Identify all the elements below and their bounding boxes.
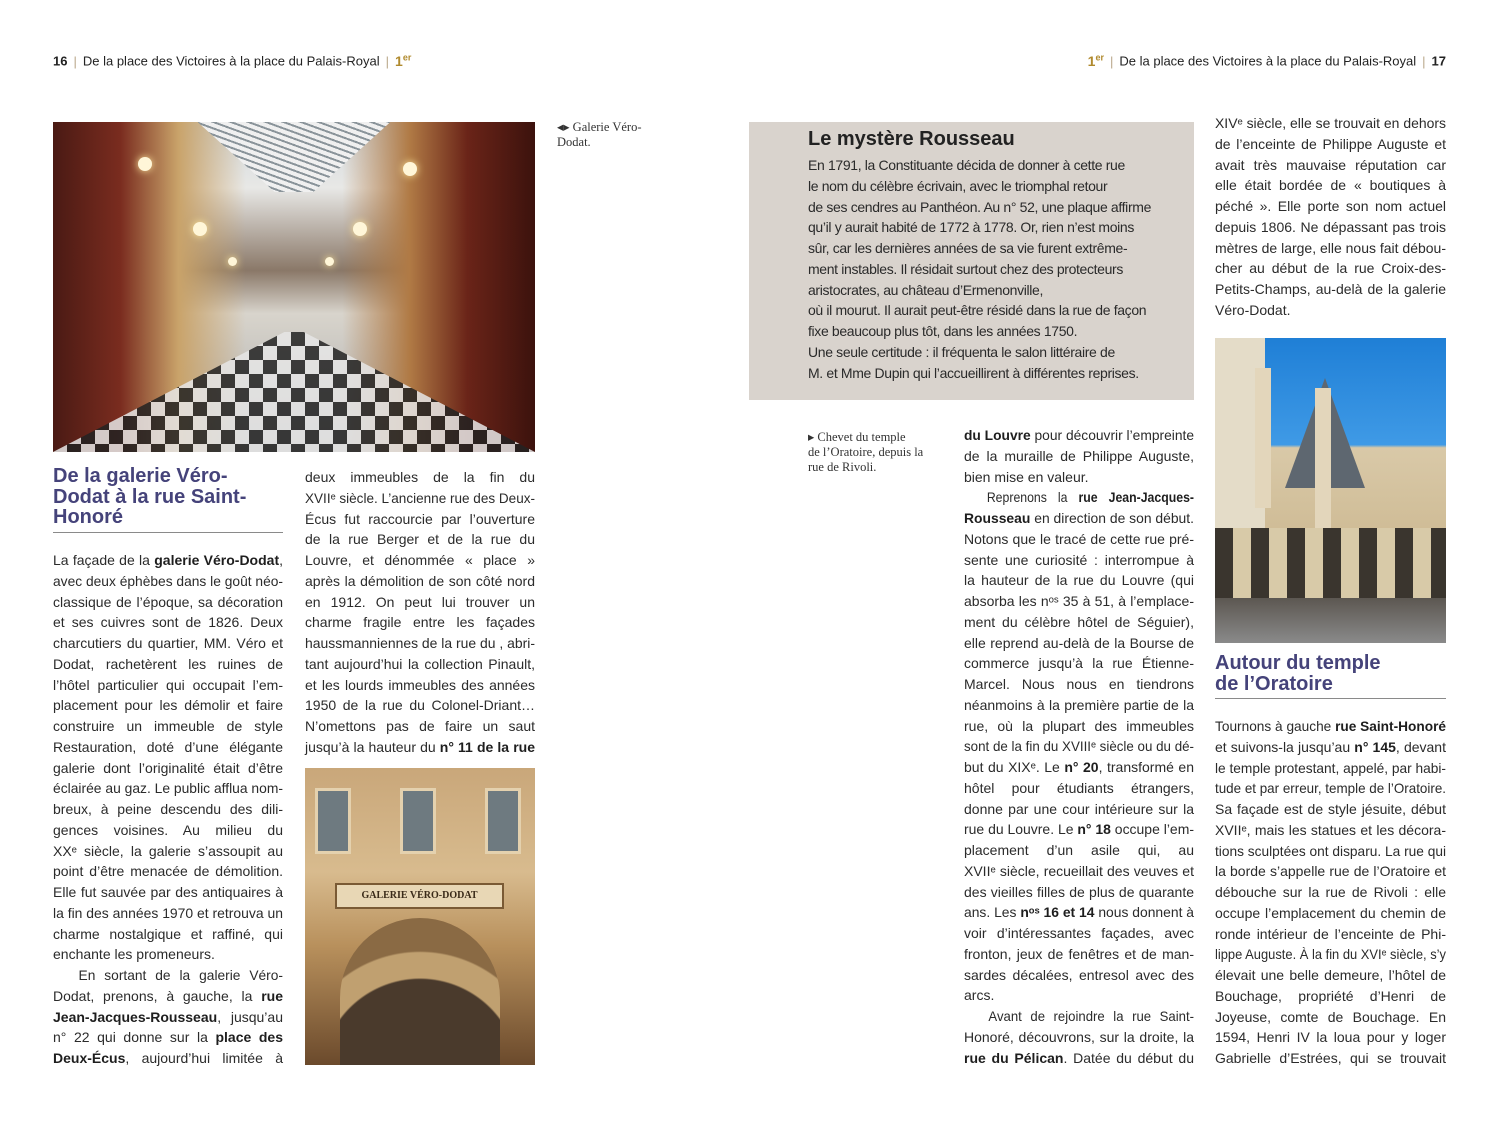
text: commerce jusqu’à la rue Étienne- [964,655,1194,672]
text: elle était bordée de « boutiques à [1215,177,1446,194]
text: bien mise en valeur. [964,468,1089,485]
text-line [53,944,283,965]
text-line [53,654,283,675]
text-line [1215,903,1446,924]
arrondissement-label [1088,53,1104,69]
text: Honoré, découvrons, sur la droite, la [964,1028,1194,1045]
text-line [964,674,1194,695]
arrondissement-sup: er [402,52,412,62]
text: En sortant de la galerie Véro- [78,967,284,983]
text-line [1215,924,1446,945]
text: cher au début de la rue Croix-des- [1215,260,1446,277]
sidebar-line: En 1791, la Constituante décida de donner à cette rue [808,157,1125,173]
text-line [964,612,1194,633]
sidebar-line: qu’il y aurait habité de 1772 à 1778. Or, rien n’est moins [808,219,1135,236]
sidebar-text [808,155,1151,383]
text-line [305,716,535,737]
text: la hauteur de la rue du Louvre (qui [964,572,1194,589]
text: charme nostalgique et raffiné, qui [53,925,283,942]
heading-line: De la galerie Véro- [53,465,228,487]
sidebar-line: le nom du célèbre écrivain, avec le triomphal retour [808,177,1108,194]
text-line [53,571,283,592]
text: construire un immeuble de style [53,718,283,734]
text: Sa façade est de style jésuite, début [1215,801,1446,817]
text: Véro-Dodat. [1215,301,1291,318]
text: péché ». Elle porte son nom actuel [1215,198,1446,214]
bold-text: n° 145 [1354,738,1396,755]
text: sardes décalées, entresol avec des [964,966,1194,983]
text-line [305,467,535,488]
text: absorba les nᵒˢ 35 à 51, à l’emplace- [964,593,1194,609]
text-line [1215,841,1446,862]
text-line [1215,820,1446,841]
text-line [305,592,535,613]
text-line [964,882,1194,903]
separator: | [385,53,390,69]
text-line [964,778,1194,799]
arrondissement-sup: er [1095,52,1104,62]
text-line [1215,799,1446,820]
text: le temple protestant, appelé, par habi- [1215,759,1446,776]
text: avec deux éphèbes dans le goût néo- [53,572,283,589]
text: tant aujourd’hui la collection Pinault, [305,655,535,672]
text: , aujourd’hui limitée à [125,1050,283,1066]
text: en 1912. On peut lui trouver un [305,593,535,610]
sidebar-line: ment instables. Il résidait surtout chez des protecteurs [808,260,1124,277]
text: tude et par erreur, temple de l’Oratoire. [1215,780,1446,797]
text-line [964,944,1194,965]
text-line [53,841,283,862]
text-line [964,965,1194,986]
text-line [964,861,1194,882]
text: Joyeuse, comte de Bouchage. En [1215,1008,1446,1025]
arrondissement-number: 1 [1087,52,1096,69]
text: , [279,552,283,568]
text-line [53,612,283,633]
text: lippe Auguste. À la fin du XVIᵉ siècle, s’y [1215,946,1446,963]
text-column-4-bottom [1215,716,1446,1069]
text-line [964,487,1194,508]
text: Dodat, prenons, à gauche, la [53,987,262,1004]
text-line [305,633,535,654]
text: occupe l’emplacement du chemin de [1215,904,1446,921]
text-line [1215,300,1446,321]
text: des vieilles filles de plus de quarante [964,883,1194,900]
text-line [53,1048,283,1069]
text: ronde intérieur de l’enceinte de Phi- [1215,925,1446,942]
text-line [53,695,283,716]
text-column-3 [964,425,1194,1068]
text-line [53,550,283,571]
text-line [964,653,1194,674]
text: rue, où la plupart des immeubles [964,717,1194,734]
text: néanmoins à la première partie de la [964,696,1194,713]
text: XIVᵉ siècle, elle se trouvait en dehors [1215,115,1446,131]
text-line [964,508,1194,529]
text: ment du célèbre hôtel de Séguier), [964,613,1194,630]
text: charme fragile entre les façades [305,614,535,631]
heading-line: de l’Oratoire [1215,672,1333,695]
text: et suivons-la jusqu’au [1215,738,1355,755]
chapter-title: De la place des Victoires à la place du Palais-Royal [82,53,380,69]
text-line [964,736,1194,757]
text-line [964,840,1194,861]
text: Gabrielle d’Estrées, qui se trouvait [1215,1050,1446,1066]
text: Bouchage, propriété d’Henri de [1215,987,1446,1004]
text: sont de la fin du XVIIIᵉ siècle ou du dé- [964,738,1194,755]
text: placement pour les démolir et faire [53,697,283,714]
text-line [305,509,535,530]
text-line [964,695,1194,716]
text-line [53,882,283,903]
text: voir d’intéressantes façades, avec [964,925,1194,941]
text-line [1215,1027,1446,1048]
text-line [1215,175,1446,196]
bold-text: n° 20 [1064,759,1099,775]
bold-text: rue Saint-Honoré [1335,718,1446,734]
text: Marcel. Nous nous en tiendrons [964,676,1194,692]
text: 1594, Henri IV la loua pour y loger [1215,1029,1446,1046]
text: ans. Les [964,904,1021,921]
section-heading-galerie [53,466,283,533]
bold-text: du Louvre [964,427,1031,443]
arcades [1215,528,1446,598]
text-line [964,902,1194,923]
text-line [1215,758,1446,779]
bold-text: n° 11 de la rue [439,738,535,755]
text: hôtel pour étudiants étrangers, [964,779,1194,796]
bold-text: Deux-Écus [53,1050,126,1066]
text-line [964,467,1194,488]
text: galerie dont l’originalité était d’être [53,759,283,776]
text: La façade de la [53,552,155,568]
text-line [305,571,535,592]
text-line [964,1048,1194,1069]
text: depuis 1806. Ne dépassant pas trois [1215,218,1446,235]
text-line [1215,258,1446,279]
text: , jusqu’au [217,1008,283,1025]
window [400,788,436,854]
text: Écus fut raccourcie par l’ouverture [305,510,535,527]
text-line [305,695,535,716]
bold-text: Jean-Jacques-Rousseau [53,1008,218,1025]
text: Elle fut sauvée par des antiquaires à [53,884,283,900]
caption-line: Dodat. [557,135,591,149]
text-line [964,985,1194,1006]
text-line [305,654,535,675]
text-line [964,757,1194,778]
bold-text: Rousseau [964,510,1031,526]
text-line [1215,155,1446,176]
text: 1950 de la rue du Colonel-Driant… [305,697,535,714]
sidebar-line: fixe beaucoup plus tôt, dans les années 1750. [808,323,1078,339]
text: placement d’un asile qui, au [964,842,1194,858]
tower [1315,388,1331,528]
text-line [53,633,283,654]
lamp [228,257,237,266]
text-line [964,591,1194,612]
text: pour découvrir l’empreinte [1030,427,1194,443]
text-line [1215,737,1446,758]
text-line [1215,217,1446,238]
text-line [53,778,283,799]
running-head-right [1088,52,1446,69]
text-line [53,737,283,758]
checkered-floor [53,332,535,452]
text-line [964,1006,1194,1027]
caption-oratoire [808,430,943,475]
section-heading-oratoire [1215,653,1446,699]
photo-temple-oratoire [1215,338,1446,643]
separator: | [1109,53,1114,69]
text: Petits-Champs, au-delà de la galerie [1215,281,1446,297]
text-line [964,550,1194,571]
text: débouche sur la rue de Rivoli : elle [1215,884,1446,900]
page-number: 17 [1431,53,1446,69]
glass-roof [198,122,391,192]
text-line [964,1027,1194,1048]
text: gences voisines. Au milieu du [53,821,283,838]
heading-line: Honoré [53,506,123,528]
text: la fin des années 1970 et retrouva un [53,904,283,921]
text-line [53,758,283,779]
text: Louvre, et dénommée « place » [305,552,535,568]
text-line [1215,861,1446,882]
galerie-sign: GALERIE VÉRO-DODAT [335,883,504,909]
text: rue du Louvre. Le [964,821,1078,838]
text-line [53,820,283,841]
arrondissement-number: 1 [395,52,403,69]
text-line [53,716,283,737]
bold-text: rue [261,987,283,1004]
text-line [53,861,283,882]
text: XVIIᵉ siècle. L’ancienne rue des Deux- [305,489,535,506]
text-column-4-top [1215,113,1446,321]
text-line [1215,279,1446,300]
text: nous donnent à [1094,904,1194,921]
text: but du XIXᵉ. Le [964,759,1065,775]
photo-galerie-facade [305,768,535,1065]
text-line [1215,882,1446,903]
text: mètres de large, elle nous fait débou- [1215,239,1446,256]
text: sente une curiosité : interrompue à [964,551,1194,568]
text-line [53,924,283,945]
text: arcs. [964,987,995,1004]
lamp [138,157,152,171]
sidebar-line: M. et Mme Dupin qui l’accueillirent à différentes reprises. [808,364,1139,381]
arrondissement-label [395,53,411,69]
text: de la rue Berger et de la rue du [305,531,535,548]
text-line [964,799,1194,820]
text-line [1215,986,1446,1007]
text: Reprenons la [986,489,1079,506]
text-line [1215,1048,1446,1069]
text: enchante les promeneurs. [53,946,215,963]
caption-line: ▸ Chevet du temple [808,430,906,444]
text: point d’être menacée de démolition. [53,863,283,880]
text-line [305,529,535,550]
text-line [53,1027,283,1048]
text-line [1215,965,1446,986]
bold-text: nᵒˢ 16 et 14 [1020,904,1095,921]
text: l’hôtel particulier qui occupait l’em- [53,676,283,693]
text: , transformé en [1098,759,1194,775]
text: haussmanniennes de la rue du , abri- [305,635,535,651]
text: élevait une belle demeure, l’hôtel de [1215,967,1446,983]
text: N’omettons pas de faire un saut [305,718,535,734]
text-line [53,903,283,924]
lamp [353,222,367,236]
text-line [964,425,1194,446]
sidebar-title: Le mystère Rousseau [808,128,1015,150]
text-line [53,965,283,986]
text-column-2 [305,467,535,758]
text-line [1215,134,1446,155]
lamp [193,222,207,236]
text: Restauration, doté d’une élégante [53,738,283,755]
bold-text: n° 18 [1077,821,1111,838]
sidebar-line: sûr, car les dernières années de sa vie furent extrême- [808,240,1128,256]
caption-galerie [557,120,667,150]
text: Notons que le tracé de cette rue pré- [964,530,1194,547]
caption-line: ◂▸ Galerie Véro- [557,120,642,134]
window [315,788,351,854]
text-line [1215,1007,1446,1028]
text-line [53,675,283,696]
sidebar-line: aristocrates, au château d’Ermenonville, [808,281,1044,298]
text: Avant de rejoindre la rue Saint- [988,1008,1194,1024]
bold-text: rue Jean-Jacques- [1078,489,1194,506]
text-line [1215,716,1446,737]
text: XVIIᵉ siècle, recueillait des veuves et [964,862,1194,879]
text-line [1215,238,1446,259]
window [485,788,521,854]
sidebar-line: où il mourut. Il aurait peut-être résidé dans la rue de façon [808,302,1147,319]
text: tions sculptées ont disparu. La rue qui [1215,842,1446,859]
bold-text: galerie Véro-Dodat [154,552,280,568]
text: XVIIᵉ, mais les statues et les décora- [1215,821,1446,838]
text-line [305,550,535,571]
text-line [305,675,535,696]
separator: | [1422,53,1426,69]
text: de l’enceinte de Philippe Auguste et [1215,135,1446,152]
text: éclairée au gaz. Le public afflua nom- [53,780,283,797]
text-line [964,716,1194,737]
text: breux, à peine descendu des dili- [53,801,283,817]
sidebar-line: Une seule certitude : il fréquenta le salon littéraire de [808,343,1115,360]
text: de la muraille de Philippe Auguste, [964,447,1194,464]
text-line [1215,196,1446,217]
text: Tournons à gauche [1215,718,1336,734]
text-column-1 [53,550,283,1069]
text-line [53,592,283,613]
text: . Datée du début du [1063,1049,1194,1066]
photo-galerie-vero-dodat [53,122,535,452]
text-line [53,799,283,820]
text: donne par une cour intérieure sur la [964,800,1194,817]
text: la borde s’appelle rue de l’Oratoire et [1215,863,1446,880]
caption-line: rue de Rivoli. [808,460,877,474]
tower [1255,368,1271,508]
text: charcutiers du quartier, MM. Véro et [53,635,283,651]
heading-line: Dodat à la rue Saint- [53,485,247,508]
text: n° 22 qui donne sur la [53,1029,216,1046]
lamp [403,162,417,176]
text-line [53,1007,283,1028]
text-line [964,570,1194,591]
text: jusqu’à la hauteur du [305,738,440,755]
text: deux immeubles de la fin du [305,469,535,485]
text-line [964,529,1194,550]
text-line [305,612,535,633]
sidebar-line: de ses cendres au Panthéon. Au n° 52, une plaque affirme [808,198,1151,215]
lamp [325,257,334,266]
text-line [964,633,1194,654]
text-line [964,446,1194,467]
text: avait très mauvaise réputation car [1215,156,1446,173]
text: et ses cuivres sont de 1826. Deux [53,614,283,631]
heading-line: Autour du temple [1215,652,1381,674]
text-line [305,488,535,509]
text: Dodat, rachetèrent les ruines de [53,655,283,672]
text: occupe l’em- [1110,821,1194,838]
text-line [1215,113,1446,134]
text-line [305,737,535,758]
text: elle reprend au-delà de la Bourse de [964,634,1194,651]
bold-text: rue du Pélican [964,1049,1064,1066]
text: XXᵉ siècle, la galerie s’assoupit au [53,842,283,859]
text: , devant [1395,738,1446,755]
text-line [53,986,283,1007]
text: en direction de son début. [1030,510,1194,526]
text: classique de l’époque, sa décoration [53,593,283,610]
chapter-title: De la place des Victoires à la place du Palais-Royal [1119,53,1417,69]
running-head-left [53,52,411,69]
text-line [964,819,1194,840]
text: après la démolition de son côté nord [305,572,535,589]
text-line [1215,944,1446,965]
entrance-arch [340,918,500,1065]
text: et les lourds immeubles des années [305,676,535,693]
page-number: 16 [53,53,68,69]
text-line [1215,778,1446,799]
separator: | [73,53,77,69]
text-line [964,923,1194,944]
bold-text: place des [215,1029,283,1046]
text: fronton, jeux de fenêtres et de man- [964,945,1194,962]
caption-line: de l’Oratoire, depuis la [808,445,924,459]
